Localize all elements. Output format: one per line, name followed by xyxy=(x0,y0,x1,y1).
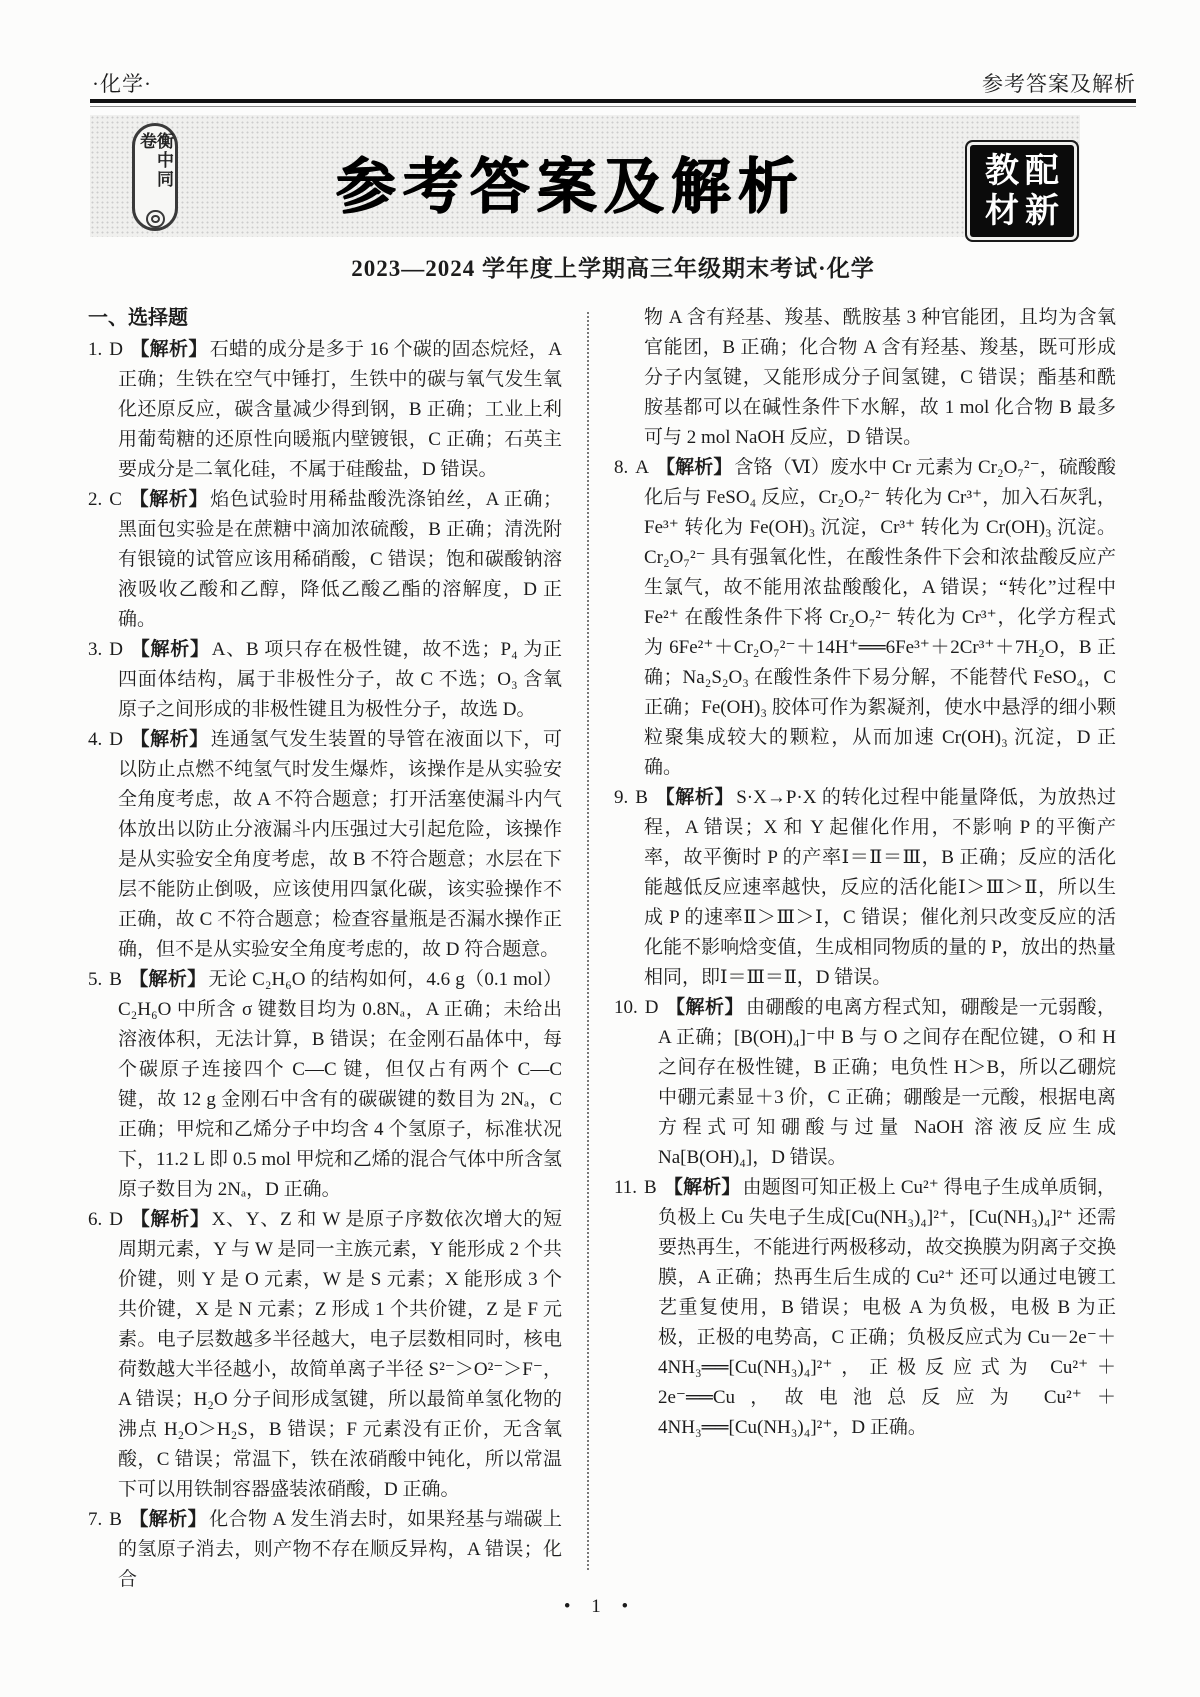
analysis-label: 【解析】 xyxy=(128,969,207,990)
exam-subtitle: 2023—2024 学年度上学期高三年级期末考试·化学 xyxy=(351,256,875,281)
running-head xyxy=(92,68,1136,98)
stamp-line-2: 材新 xyxy=(985,192,1065,230)
left-column xyxy=(88,303,562,1595)
analysis-label: 【解析】 xyxy=(655,457,733,478)
item-text: 由题图可知正极上 Cu²⁺ 得电子生成单质铜，负极上 Cu 失电子生成[Cu(NH₃)₄]²⁺，[Cu(NH₃)₄]²⁺ 还需要热再生，不能进行两极移动，故交换膜为阴离子交换膜，A 正确；热再生后生成的 Cu²⁺ 还可以通过电镀工艺重复使用，B 错误；电极 A 为负极，电极 B 为正极，正极的电势高，C 正确；负极反应式为 Cu－2e⁻＋4NH₃══[Cu(NH₃)₄]²⁺，正极反应式为 Cu²⁺＋2e⁻══Cu，故电池总反应为 Cu²⁺＋4NH₃══[Cu(NH₃)₄]²⁺，D 正确。 xyxy=(658,1177,1116,1438)
answer-letter: D xyxy=(109,639,123,660)
page-number: • 1 • xyxy=(563,1596,637,1617)
item-number: 8. xyxy=(614,457,629,478)
analysis-label: 【解析】 xyxy=(129,339,208,360)
running-head-title: 参考答案及解析 xyxy=(982,72,1136,96)
item-number: 4. xyxy=(88,729,103,750)
answer-letter: B xyxy=(635,787,648,808)
item-number: 10. xyxy=(614,997,638,1018)
analysis-label: 【解析】 xyxy=(129,639,210,660)
answer-letter: B xyxy=(109,969,122,990)
column-divider xyxy=(587,312,589,1570)
title-banner xyxy=(90,115,1080,237)
answer-letter: A xyxy=(635,457,649,478)
item-text: 石蜡的成分是多于 16 个碳的固态烷烃，A 正确；生铁在空气中锤打，生铁中的碳与氧气发生氧化还原反应，碳含量减少得到钢，B 正确；工业上利用葡萄糖的还原性向暖瓶内壁镀银，C 正确；石英主要成分是二氧化硅，不属于硅酸盐，D 错误。 xyxy=(118,339,562,480)
answer-item-5 xyxy=(88,965,562,1205)
answer-item-4 xyxy=(88,725,562,965)
item-number: 2. xyxy=(88,489,103,510)
item-text: 连通氢气发生装置的导管在液面以下，可以防止点燃不纯氢气时发生爆炸，该操作是从实验安全角度考虑，故 A 不符合题意；打开活塞使漏斗内气体放出以防止分液漏斗内压强过大引起危险，该操作是从实验安全角度考虑，故 B 不符合题意；水层在下层不能防止倒吸，应该使用四氯化碳，该实验操作不正确，故 C 不符合题意；检查容量瓶是否漏水操作正确，但不是从实验安全角度考虑的，故 D 符合题意。 xyxy=(118,729,562,960)
answer-item-6 xyxy=(88,1205,562,1505)
item-number: 1. xyxy=(88,339,103,360)
item-text: S·X→P·X 的转化过程中能量降低，为放热过程，A 错误；X 和 Y 起催化作用，不影响 P 的平衡产率，故平衡时 P 的产率Ⅰ＝Ⅱ＝Ⅲ，B 正确；反应的活化能越低反应速率越快，反应的活化能Ⅰ＞Ⅲ＞Ⅱ，所以生成 P 的速率Ⅱ＞Ⅲ＞Ⅰ，C 错误；催化剂只改变反应的活化能不影响焓变值，生成相同物质的量的 P，放出的热量相同，即Ⅰ＝Ⅲ＝Ⅱ，D 错误。 xyxy=(644,787,1116,988)
analysis-label: 【解析】 xyxy=(128,489,209,510)
stamp-line-1: 教配 xyxy=(985,152,1065,190)
right-column xyxy=(614,303,1116,1443)
item-text: 焰色试验时用稀盐酸洗涤铂丝，A 正确；黑面包实验是在蔗糖中滴加浓硫酸，B 正确；清洗附有银镜的试管应该用稀硝酸，C 错误；饱和碳酸钠溶液吸收乙酸和乙醇，降低乙酸乙酯的溶解度，D 正确。 xyxy=(118,489,562,630)
answer-letter: D xyxy=(109,339,123,360)
answer-letter: D xyxy=(644,997,659,1018)
answer-item-11 xyxy=(614,1173,1116,1443)
analysis-label: 【解析】 xyxy=(665,997,744,1018)
item-text: X、Y、Z 和 W 是原子序数依次增大的短周期元素，Y 与 W 是同一主族元素，Y 能形成 2 个共价键，则 Y 是 O 元素，W 是 S 元素；X 能形成 3 个共价键，X 是 N 元素；Z 形成 1 个共价键，Z 是 F 元素。电子层数越多半径越大，电子层数相同时，核电荷数越大半径越小，故简单离子半径 S²⁻＞O²⁻＞F⁻，A 错误；H₂O 分子间形成氢键，所以最简单氢化物的沸点 H₂O＞H₂S，B 错误；F 元素没有正价，无含氧酸，C 错误；常温下，铁在浓硝酸中钝化，所以常温下可以用铁制容器盛装浓硝酸，D 正确。 xyxy=(118,1209,562,1500)
brand-logo-text: 衡中同卷 xyxy=(137,132,173,189)
answer-item-8 xyxy=(614,453,1116,783)
item-number: 11. xyxy=(614,1177,638,1198)
item-text: A、B 项只存在极性键，故不选；P₄ 为正四面体结构，属于非极性分子，故 C 不选；O₃ 含氧原子之间形成的非极性键且为极性分子，故选 D。 xyxy=(118,639,562,720)
running-head-subject: ·化学· xyxy=(92,72,152,96)
answer-item-9 xyxy=(614,783,1116,993)
answer-letter: B xyxy=(109,1509,122,1530)
brand-logo xyxy=(132,123,178,231)
header-rule-thin xyxy=(90,106,1136,107)
answer-letter: D xyxy=(109,729,123,750)
item-text: 含铬（Ⅵ）废水中 Cr 元素为 Cr₂O₇²⁻，硫酸酸化后与 FeSO₄ 反应，Cr₂O₇²⁻ 转化为 Cr³⁺，加入石灰乳，Fe³⁺ 转化为 Fe(OH)₃ 沉淀，Cr³⁺ 转化为 Cr(OH)₃ 沉淀。Cr₂O₇²⁻ 具有强氧化性，在酸性条件下会和浓盐酸反应产生氯气，故不能用浓盐酸酸化，A 错误；“转化”过程中 Fe²⁺ 在酸性条件下将 Cr₂O₇²⁻ 转化为 Cr³⁺，化学方程式为 6Fe²⁺＋Cr₂O₇²⁻＋14H⁺══6Fe³⁺＋2Cr³⁺＋7H₂O，B 正确；Na₂S₂O₃ 在酸性条件下易分解，不能替代 FeSO₄，C 正确；Fe(OH)₃ 胶体可作为絮凝剂，使水中悬浮的细小颗粒聚集成较大的颗粒，从而加速 Cr(OH)₃ 沉淀，D 正确。 xyxy=(644,457,1116,778)
analysis-label: 【解析】 xyxy=(129,729,209,750)
page-title: 参考答案及解析 xyxy=(335,153,805,220)
section-heading: 一、选择题 xyxy=(88,307,188,329)
answer-item-1 xyxy=(88,335,562,485)
item-number: 6. xyxy=(88,1209,103,1230)
item-text: 由硼酸的电离方程式知，硼酸是一元弱酸，A 正确；[B(OH)₄]⁻中 B 与 O 之间存在配位键，O 和 H 之间存在极性键，B 正确；电负性 H＞B，所以乙硼烷中硼元素显＋3 价，C 正确；硼酸是一元酸，根据电离方程式可知硼酸与过量 NaOH 溶液反应生成 Na[B(OH)₄]，D 错误。 xyxy=(658,997,1116,1168)
analysis-label: 【解析】 xyxy=(663,1177,741,1198)
analysis-label: 【解析】 xyxy=(129,1209,210,1230)
header-rule-thick xyxy=(90,99,1136,103)
analysis-label: 【解析】 xyxy=(654,787,735,808)
answer-item-7-continuation: 物 A 含有羟基、羧基、酰胺基 3 种官能团，且均为含氧官能团，B 正确；化合物 A 含有羟基、羧基，既可形成分子内氢键，又能形成分子间氢键，C 错误；酯基和酰胺基都可以在碱性条件下水解，故 1 mol 化合物 B 最多可与 2 mol NaOH 反应，D 错误。 xyxy=(644,307,1116,448)
analysis-label: 【解析】 xyxy=(128,1509,208,1530)
answer-item-3 xyxy=(88,635,562,725)
answer-letter: C xyxy=(109,489,122,510)
answer-letter: B xyxy=(644,1177,657,1198)
item-number: 7. xyxy=(88,1509,103,1530)
item-number: 9. xyxy=(614,787,629,808)
answer-item-2 xyxy=(88,485,562,635)
answer-letter: D xyxy=(109,1209,123,1230)
item-text: 无论 C₂H₆O 的结构如何，4.6 g（0.1 mol）C₂H₆O 中所含 σ 键数目均为 0.8Nₐ，A 正确；未给出溶液体积，无法计算，B 错误；在金刚石晶体中，每个碳原子连接四个 C—C 键，但仅占有两个 C—C 键，故 12 g 金刚石中含有的碳碳键的数目为 2Nₐ，C 正确；甲烷和乙烯分子中均含 4 个氢原子，标准状况下，11.2 L 即 0.5 mol 甲烷和乙烯的混合气体中所含氢原子数目为 2Nₐ，D 正确。 xyxy=(118,969,562,1200)
item-text: 化合物 A 发生消去时，如果羟基与端碳上的氢原子消去，则产物不存在顺反异构，A 错误；化合 xyxy=(118,1509,562,1590)
answer-item-7 xyxy=(88,1505,562,1595)
answer-item-10 xyxy=(614,993,1116,1173)
new-textbook-stamp xyxy=(970,145,1074,237)
item-number: 3. xyxy=(88,639,103,660)
spiral-icon xyxy=(146,210,165,229)
item-number: 5. xyxy=(88,969,103,990)
